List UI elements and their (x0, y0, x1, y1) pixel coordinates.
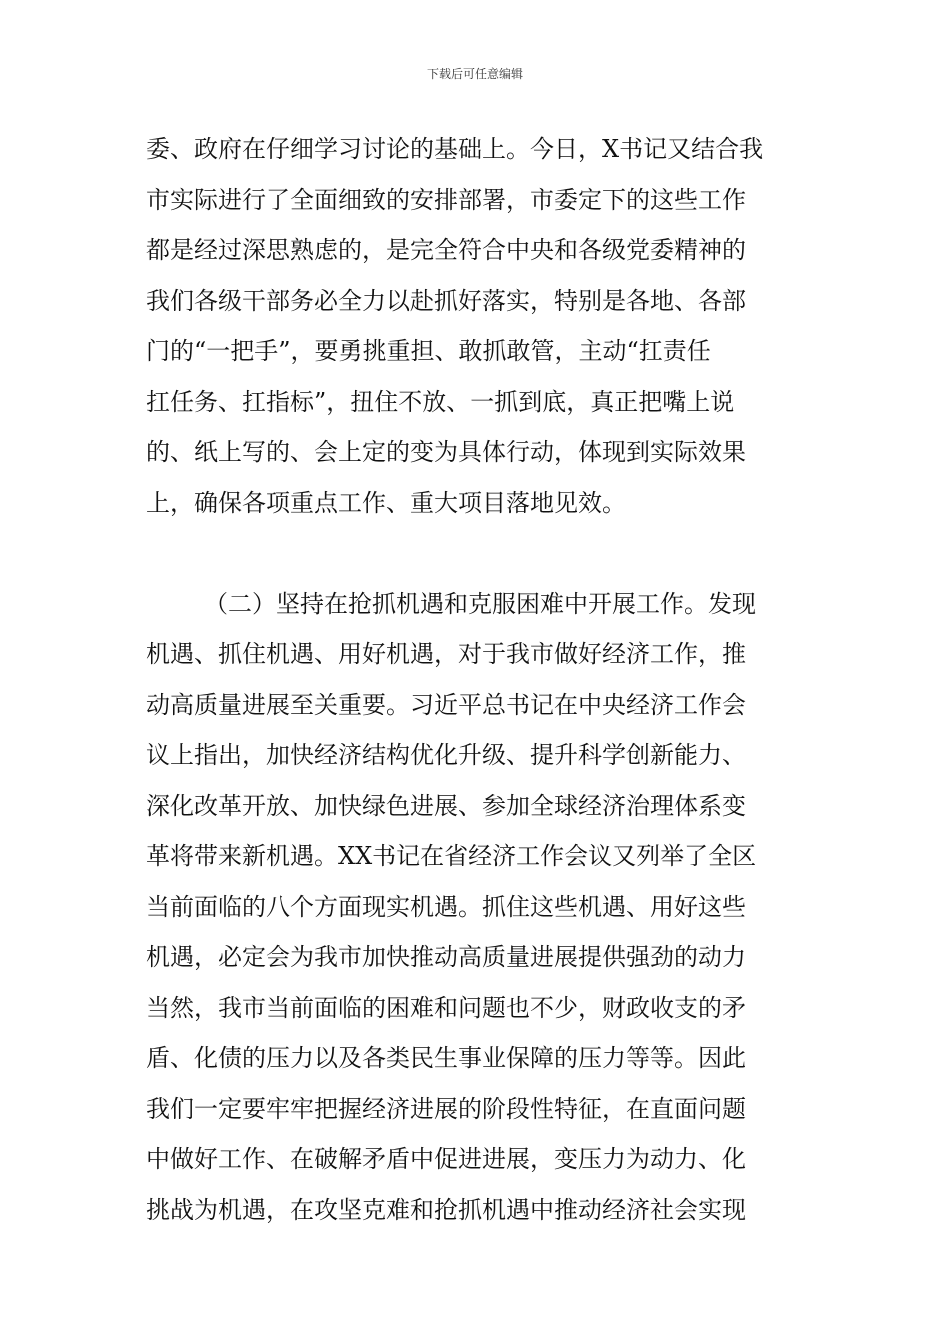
text-line: 盾、化债的压力以及各类民生事业保障的压力等等。因此 (146, 1044, 746, 1072)
text-line-indented: （二）坚持在抢抓机遇和克服困难中开展工作。发现 (204, 589, 756, 618)
text-line: 机遇、抓住机遇、用好机遇，对于我市做好经济工作，推 (146, 640, 746, 668)
text-line: 当前面临的八个方面现实机遇。抓住这些机遇、用好这些 (146, 892, 746, 921)
paragraph-gap (146, 528, 816, 579)
text-line: 上，确保各项重点工作、重大项目落地见效。 (146, 488, 626, 517)
paragraph-2 (146, 579, 816, 1236)
text-line: 深化改革开放、加快绿色进展、参加全球经济治理体系变 (146, 791, 746, 820)
text-line: 当然，我市当前面临的困难和问题也不少，财政收支的矛 (146, 993, 746, 1022)
text-line: 的、纸上写的、会上定的变为具体行动，体现到实际效果 (146, 438, 746, 466)
document-body (146, 124, 816, 1235)
text-line: 我们各级干部务必全力以赴抓好落实，特别是各地、各部 (146, 286, 746, 315)
text-line: 议上指出，加快经济结构优化升级、提升科学创新能力、 (146, 741, 746, 769)
text-line: 扛任务、扛指标”，扭住不放、一抓到底，真正把嘴上说 (146, 387, 735, 416)
text-line: 革将带来新机遇。XX书记在省经济工作会议又列举了全区 (146, 842, 757, 870)
text-line: 我们一定要牢牢把握经济进展的阶段性特征，在直面问题 (146, 1094, 746, 1123)
text-line: 都是经过深思熟虑的，是完全符合中央和各级党委精神的 (146, 236, 746, 264)
text-line: 委、政府在仔细学习讨论的基础上。今日，X书记又结合我 (146, 135, 764, 163)
text-line: 市实际进行了全面细致的安排部署，市委定下的这些工作 (146, 185, 746, 214)
paragraph-1 (146, 124, 816, 528)
text-line: 门的“一把手”，要勇挑重担、敢抓敢管，主动“扛责任 (146, 337, 711, 365)
text-line: 中做好工作、在破解矛盾中促进进展，变压力为动力、化 (146, 1145, 746, 1173)
page-header-note: 下载后可任意编辑 (426, 67, 523, 81)
text-line: 挑战为机遇，在攻坚克难和抢抓机遇中推动经济社会实现 (146, 1195, 746, 1224)
text-line: 动高质量进展至关重要。习近平总书记在中央经济工作会 (146, 690, 746, 719)
text-line: 机遇，必定会为我市加快推动高质量进展提供强劲的动力 (146, 943, 746, 971)
